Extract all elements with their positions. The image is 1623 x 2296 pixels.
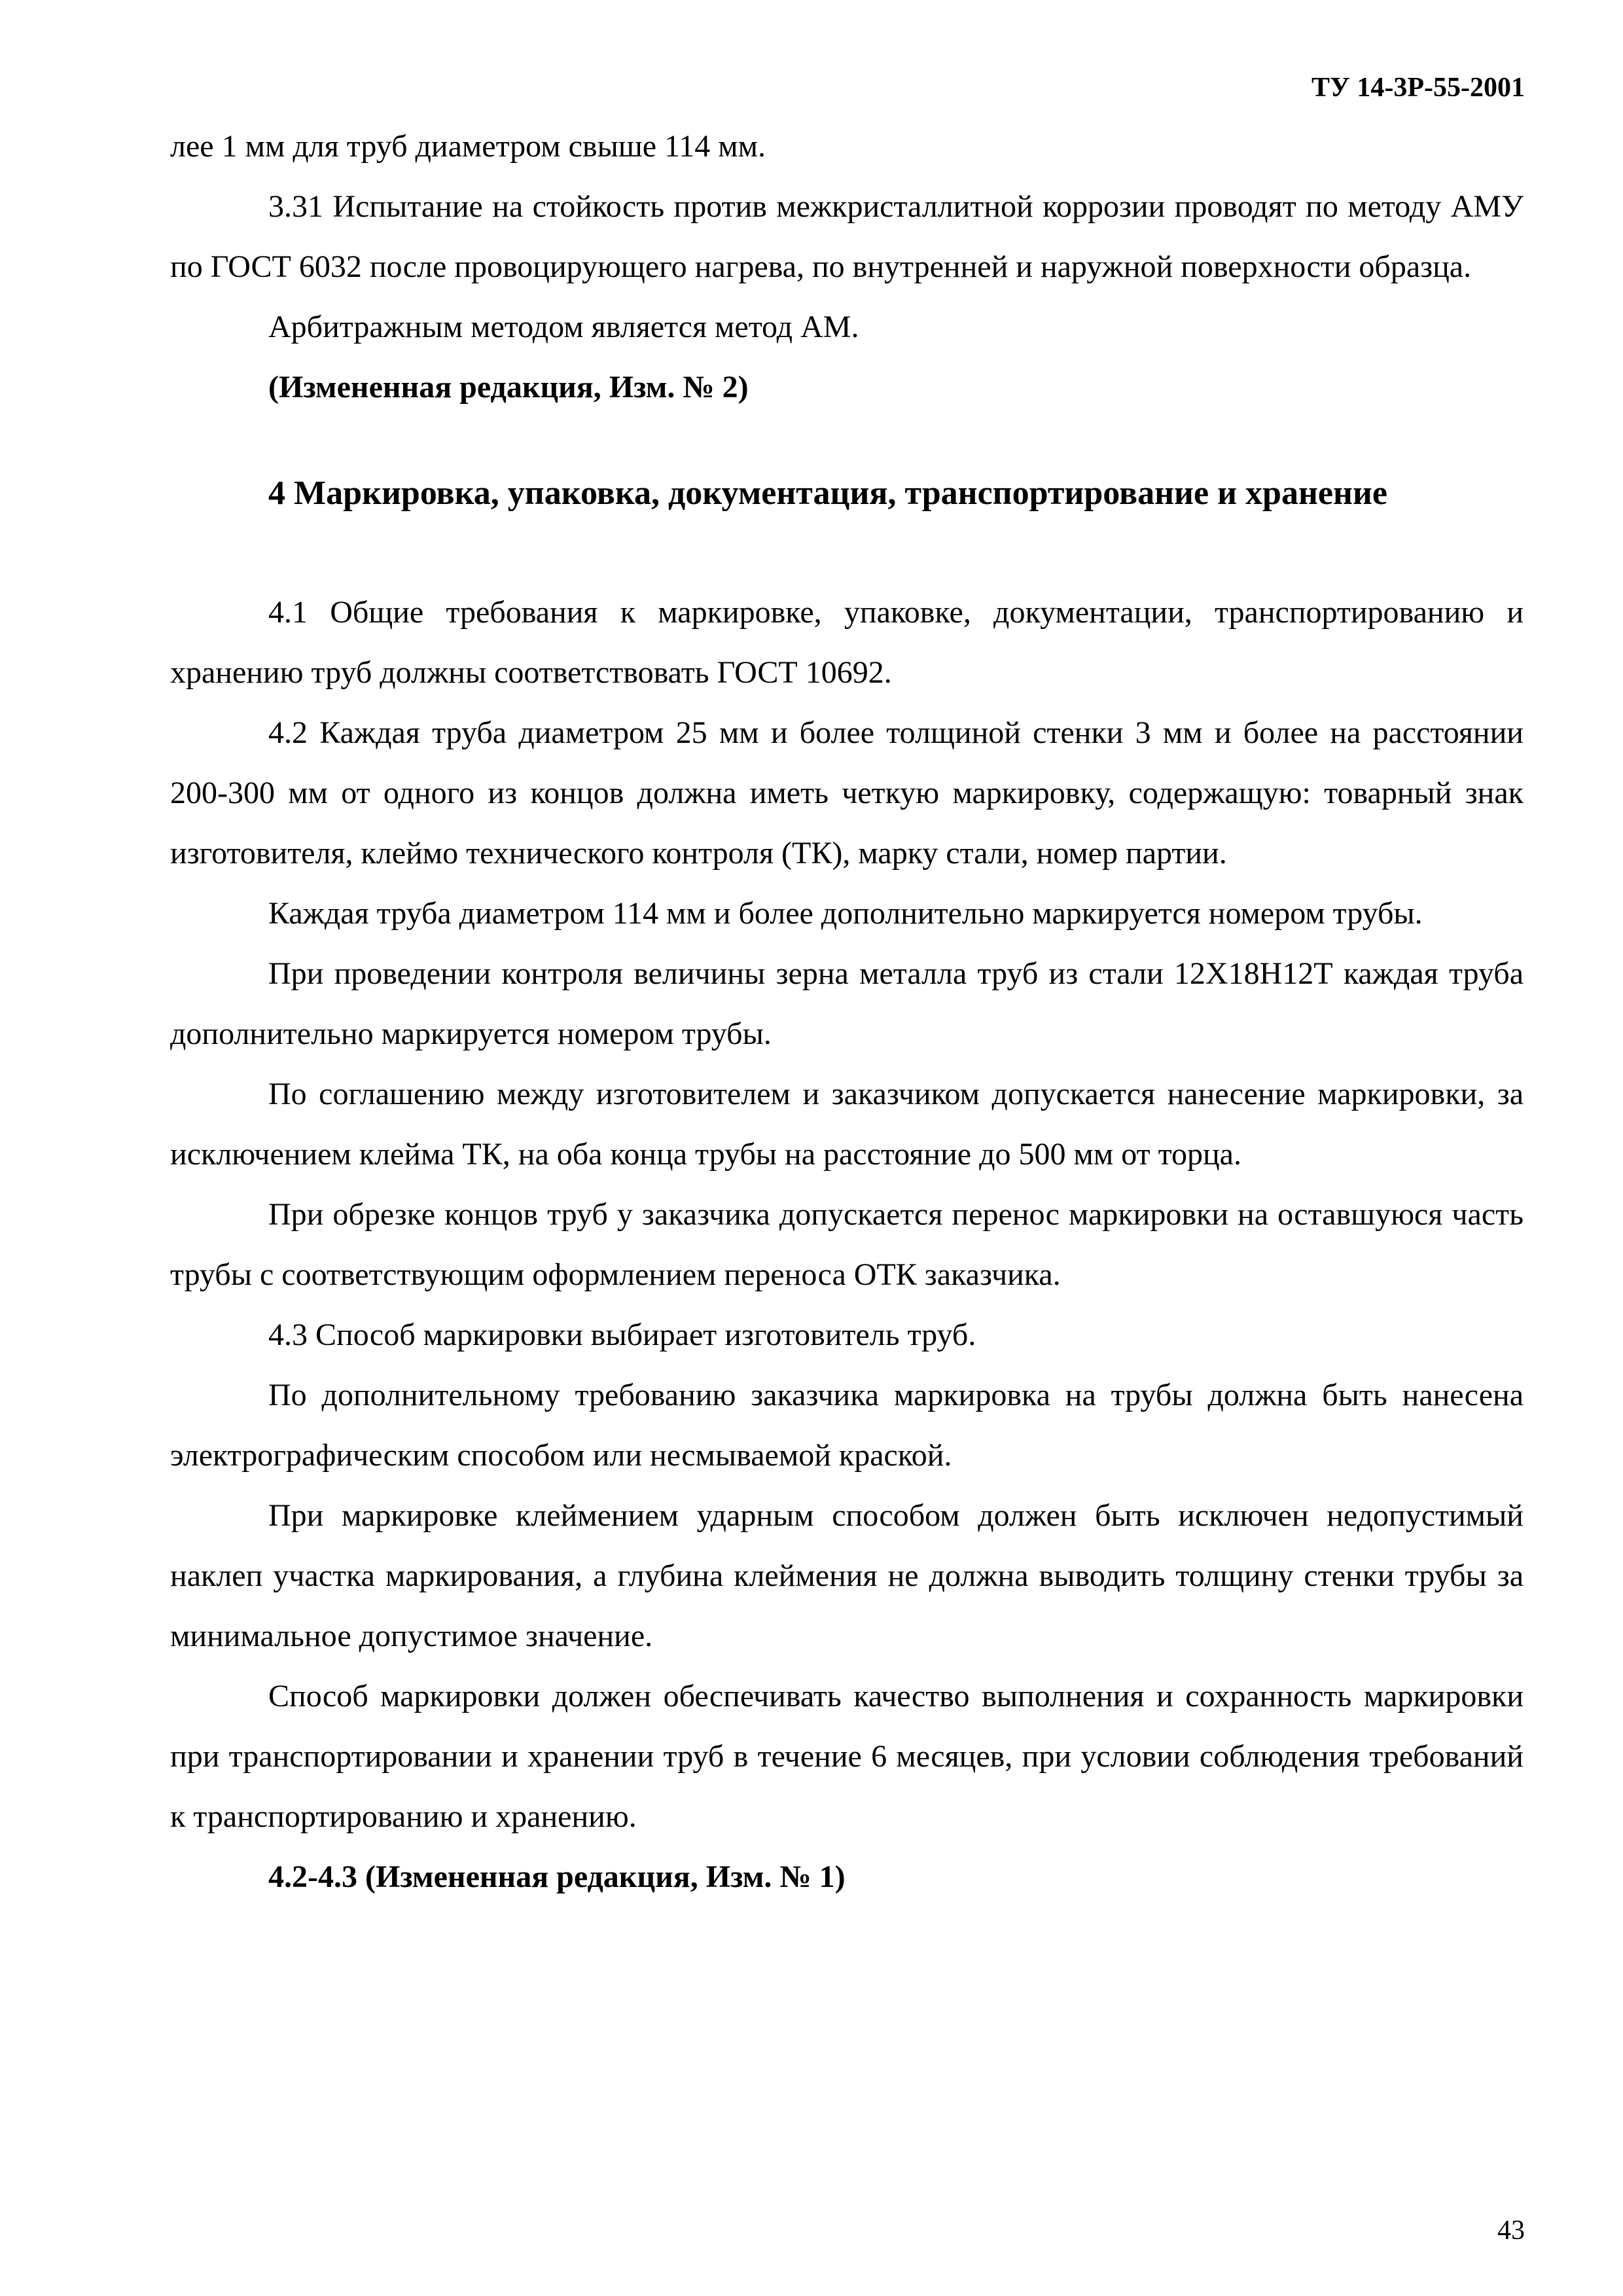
paragraph-4-1: 4.1 Общие требования к маркировке, упаковке, документации, транспортированию и хранению труб должны соответствовать ГОСТ 10692. — [170, 595, 1524, 690]
paragraph-end-cutting: При обрезке концов труб у заказчика допускается перенос маркировки на оставшуюся часть трубы с соответствующим оформлением переноса ОТК заказчика. — [170, 1197, 1524, 1292]
paragraph-additional-requirement: По дополнительному требованию заказчика маркировка на трубы должна быть нанесена электрографическим способом или несмываемой краской. — [170, 1378, 1524, 1473]
section-4-heading: 4 Маркировка, упаковка, документация, транспортирование и хранение — [268, 475, 1388, 512]
document-code: ТУ 14-3Р-55-2001 — [1311, 73, 1525, 103]
paragraph-agreement-marking: По соглашению между изготовителем и заказчиком допускается нанесение маркировки, за исключением клейма ТК, на оба конца трубы на расстояние до 500 мм от торца. — [170, 1077, 1524, 1172]
paragraph-4-2: 4.2 Каждая труба диаметром 25 мм и более толщиной стенки 3 мм и более на расстоянии 200-300 мм от одного из концов должна иметь четкую маркировку, содержащую: товарный знак изготовителя, клеймо технического контроля (ТК), марку стали, номер партии. — [170, 715, 1524, 870]
paragraph-grain-control: При проведении контроля величины зерна металла труб из стали 12Х18Н12Т каждая труба дополнительно маркируется номером трубы. — [170, 956, 1524, 1051]
paragraph-3-31: 3.31 Испытание на стойкость против межкристаллитной коррозии проводят по методу АМУ по ГОСТ 6032 после провоцирующего нагрева, по внутренней и наружной поверхности образца. — [170, 189, 1524, 284]
paragraph-stamping: При маркировке клеймением ударным способом должен быть исключен недопустимый наклеп участка маркирования, а глубина клеймения не должна выводить толщину стенки трубы за минимальное допустимое значение. — [170, 1498, 1524, 1653]
paragraph-continuation: лее 1 мм для труб диаметром свыше 114 мм. — [170, 129, 766, 164]
revision-note-2: (Измененная редакция, Изм. № 2) — [268, 370, 749, 404]
paragraph-4-3: 4.3 Способ маркировки выбирает изготовитель труб. — [268, 1318, 976, 1352]
revision-note-1: 4.2-4.3 (Измененная редакция, Изм. № 1) — [268, 1859, 846, 1894]
page-body — [170, 117, 1524, 1907]
page-number: 43 — [1497, 2215, 1525, 2246]
paragraph-marking-quality: Способ маркировки должен обеспечивать качество выполнения и сохранность маркировки при транспортировании и хранении труб в течение 6 месяцев, при условии соблюдения требований к транспортированию и хранению. — [170, 1679, 1524, 1834]
paragraph-arbitration-method: Арбитражным методом является метод АМ. — [268, 310, 859, 344]
paragraph-pipe-number-114: Каждая труба диаметром 114 мм и более дополнительно маркируется номером трубы. — [268, 896, 1423, 931]
